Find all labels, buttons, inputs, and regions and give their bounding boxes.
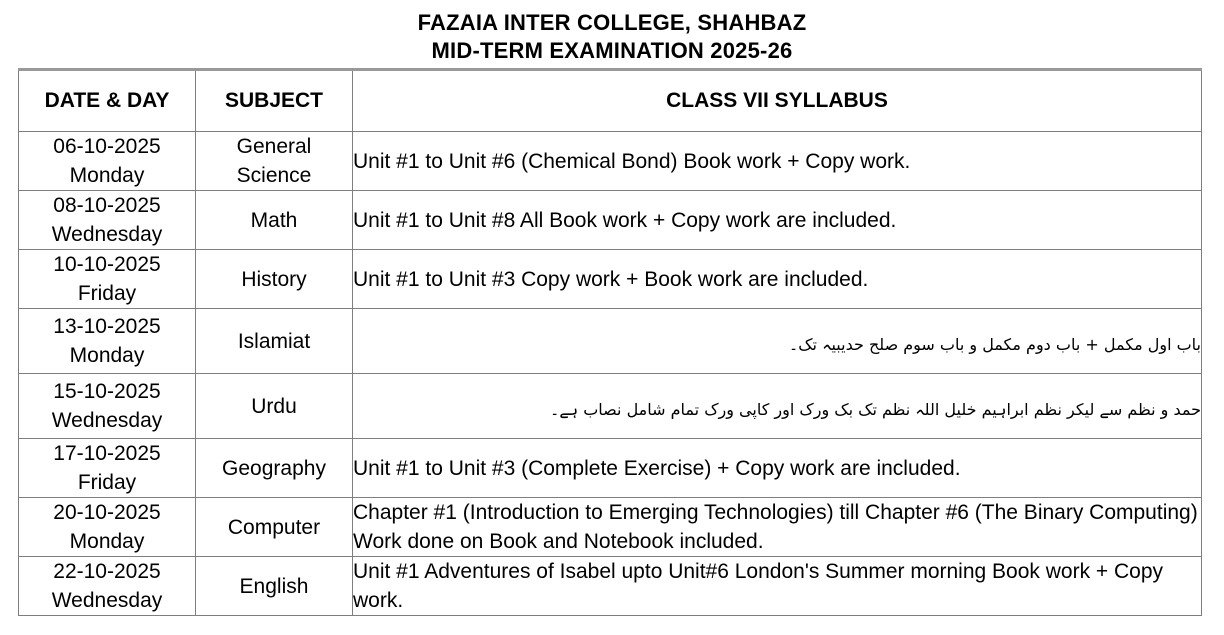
table-row <box>19 439 1202 498</box>
date-cell <box>19 191 196 250</box>
day-text: Wednesday <box>51 223 163 246</box>
column-header-date: DATE & DAY <box>19 70 196 132</box>
table-row <box>19 132 1202 191</box>
subject-cell <box>196 309 353 374</box>
subject-text: Urdu <box>251 394 297 418</box>
date-cell <box>19 498 196 557</box>
syllabus-cell: Unit #1 Adventures of Isabel upto Unit#6 London's Summer morning Book work + Copy work. <box>353 557 1202 616</box>
date-text: 06-10-2025 <box>53 135 161 158</box>
subject-text: Computer <box>227 515 321 539</box>
date-cell <box>19 250 196 309</box>
date-text: 20-10-2025 <box>53 501 161 524</box>
date-cell <box>19 132 196 191</box>
subject-cell <box>196 132 353 191</box>
syllabus-cell: Chapter #1 (Introduction to Emerging Technologies) till Chapter #6 (The Binary Computing) Work done on Book and Notebook included. <box>353 498 1202 557</box>
date-cell <box>19 557 196 616</box>
date-cell <box>19 439 196 498</box>
column-header-syllabus: CLASS VII SYLLABUS <box>353 70 1202 132</box>
date-text: 22-10-2025 <box>53 560 161 583</box>
date-cell <box>19 309 196 374</box>
subject-cell <box>196 439 353 498</box>
syllabus-cell: Unit #1 to Unit #8 All Book work + Copy work are included. <box>353 191 1202 250</box>
subject-text: General <box>236 135 312 158</box>
column-header-subject: SUBJECT <box>196 70 353 132</box>
table-row <box>19 309 1202 374</box>
date-cell <box>19 374 196 439</box>
exam-schedule-table <box>18 68 1202 616</box>
subject-cell <box>196 250 353 309</box>
day-text: Wednesday <box>51 409 163 432</box>
subject-cell <box>196 191 353 250</box>
subject-text: Islamiat <box>237 329 311 353</box>
day-text: Friday <box>77 471 137 494</box>
day-text: Wednesday <box>51 589 163 612</box>
table-row <box>19 374 1202 439</box>
date-text: 08-10-2025 <box>53 194 161 217</box>
subject-cell <box>196 374 353 439</box>
document-header <box>0 9 1224 65</box>
table-header-row <box>19 70 1202 132</box>
table-row <box>19 557 1202 616</box>
syllabus-cell: Unit #1 to Unit #3 Copy work + Book work are included. <box>353 250 1202 309</box>
subject-text: Math <box>250 208 298 232</box>
table-row <box>19 498 1202 557</box>
college-name: FAZAIA INTER COLLEGE, SHAHBAZ <box>417 10 807 35</box>
syllabus-cell: Unit #1 to Unit #6 (Chemical Bond) Book work + Copy work. <box>353 132 1202 191</box>
day-text: Monday <box>69 344 145 367</box>
subject-cell <box>196 557 353 616</box>
date-text: 15-10-2025 <box>53 380 161 403</box>
table-row <box>19 250 1202 309</box>
subject-text-line2: Science <box>236 164 312 187</box>
day-text: Monday <box>69 164 145 187</box>
syllabus-cell-urdu: باب اول مکمل + باب دوم مکمل و باب سوم صلح حدیبیہ تک۔ <box>353 309 1202 374</box>
subject-text: History <box>241 267 307 291</box>
date-text: 17-10-2025 <box>53 442 161 465</box>
day-text: Monday <box>69 530 145 553</box>
date-text: 13-10-2025 <box>53 315 161 338</box>
subject-text: English <box>239 574 309 598</box>
table-row <box>19 191 1202 250</box>
syllabus-cell-urdu: حمد و نظم سے لیکر نظم ابراہیم خلیل اللہ نظم تک بک ورک اور کاپی ورک تمام شامل نصاب ہے۔ <box>353 374 1202 439</box>
syllabus-cell: Unit #1 to Unit #3 (Complete Exercise) + Copy work are included. <box>353 439 1202 498</box>
day-text: Friday <box>77 282 137 305</box>
subject-text: Geography <box>222 456 326 480</box>
subject-cell <box>196 498 353 557</box>
date-text: 10-10-2025 <box>53 253 161 276</box>
exam-title: MID-TERM EXAMINATION 2025-26 <box>431 38 793 63</box>
